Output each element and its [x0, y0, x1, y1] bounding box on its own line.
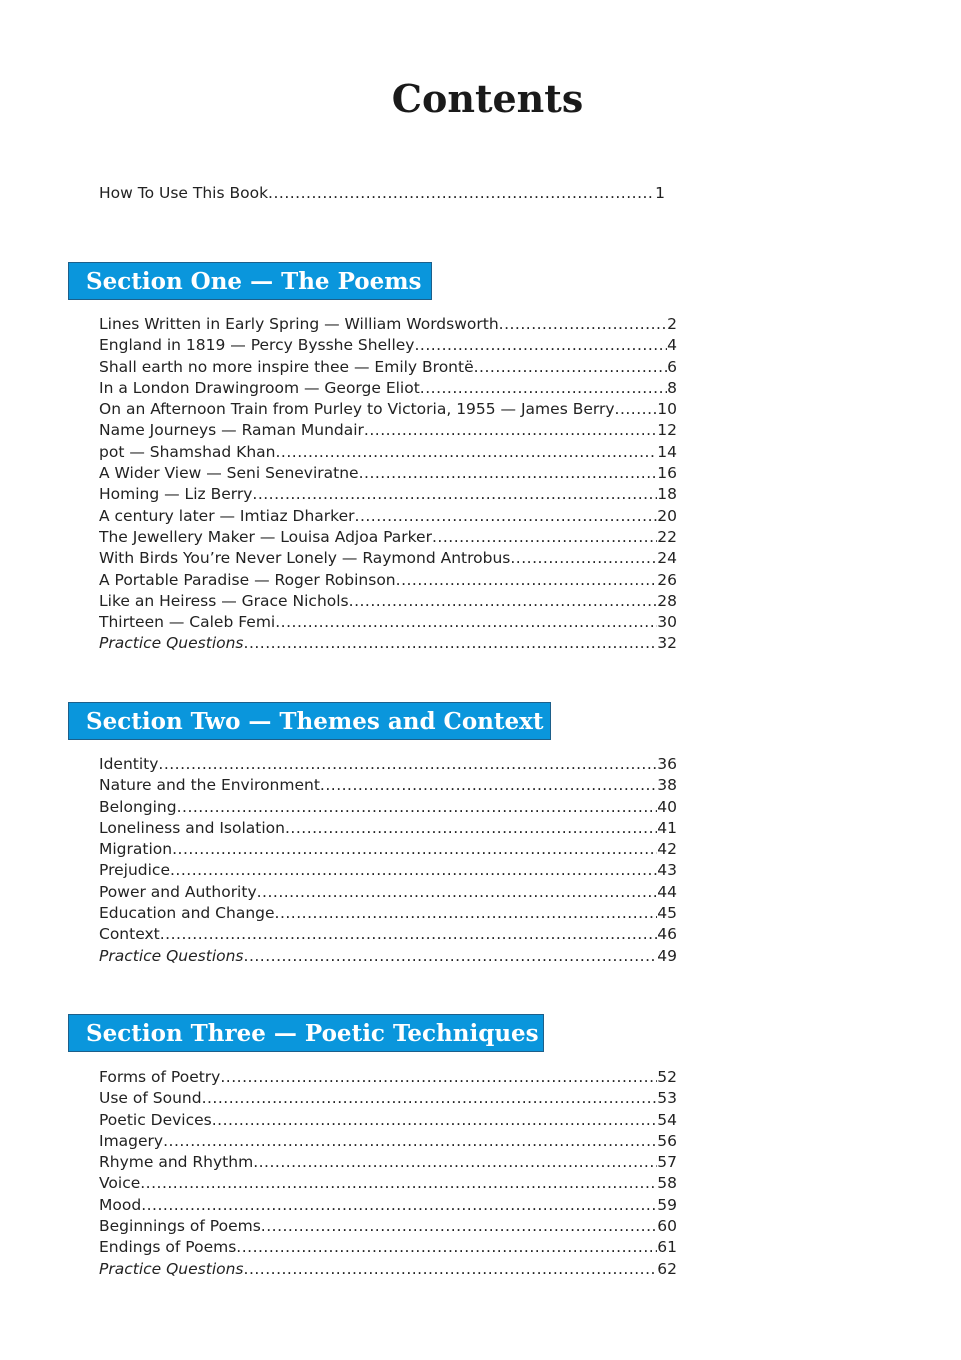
dot-leader: [177, 797, 658, 818]
page-number: 61: [657, 1238, 677, 1257]
toc-entry[interactable]: [99, 882, 677, 903]
toc-entry[interactable]: [99, 463, 677, 484]
entry-title: Context: [99, 925, 160, 944]
page-number: 16: [657, 464, 677, 483]
dot-leader: [253, 1152, 657, 1173]
toc-entry[interactable]: [99, 633, 677, 654]
page-number: 41: [657, 818, 677, 837]
entry-title: Imagery: [99, 1131, 164, 1150]
toc-entry[interactable]: [99, 1237, 677, 1258]
entry-title: The Jewellery Maker — Louisa Adjoa Parker: [99, 527, 432, 546]
toc-entry[interactable]: [99, 775, 677, 796]
page-number: 10: [657, 400, 677, 419]
dot-leader: [355, 506, 658, 527]
dot-leader: [499, 314, 667, 335]
toc-entry[interactable]: [99, 1152, 677, 1173]
page-number: 53: [657, 1089, 677, 1108]
dot-leader: [244, 946, 658, 967]
entry-title: Practice Questions: [99, 634, 244, 653]
dot-leader: [261, 1216, 657, 1237]
entry-title: pot — Shamshad Khan: [99, 442, 276, 461]
dot-leader: [244, 1259, 658, 1280]
entry-title: Practice Questions: [99, 946, 244, 965]
entry-title: Migration: [99, 840, 173, 859]
page-number: 62: [657, 1259, 677, 1278]
dot-leader: [396, 570, 658, 591]
dot-leader: [349, 591, 658, 612]
dot-leader: [359, 463, 658, 484]
dot-leader: [160, 924, 658, 945]
toc-entry[interactable]: [99, 860, 677, 881]
section-two-heading: Section Two — Themes and Context: [68, 702, 551, 740]
toc-entry[interactable]: [99, 570, 677, 591]
toc-entry[interactable]: [99, 1259, 677, 1280]
dot-leader: [170, 860, 657, 881]
toc-entry[interactable]: [99, 1131, 677, 1152]
entry-title: Endings of Poems: [99, 1238, 237, 1257]
toc-entry[interactable]: [99, 420, 677, 441]
page-number: 40: [657, 797, 677, 816]
dot-leader: [257, 882, 658, 903]
entry-title: Belonging: [99, 797, 177, 816]
page-number: 52: [657, 1068, 677, 1086]
toc-entry[interactable]: [99, 903, 677, 924]
page-number: 6: [667, 357, 677, 376]
page-number: 54: [657, 1110, 677, 1129]
entry-title: Poetic Devices: [99, 1110, 212, 1129]
dot-leader: [202, 1088, 658, 1109]
toc-entry[interactable]: [99, 754, 677, 775]
entry-title: Like an Heiress — Grace Nichols: [99, 591, 349, 610]
entry-title: Prejudice: [99, 861, 170, 880]
entry-title: Identity: [99, 755, 159, 773]
page-number: 18: [657, 485, 677, 504]
toc-entry[interactable]: [99, 442, 677, 463]
page-number: 30: [657, 613, 677, 632]
entry-title: Forms of Poetry: [99, 1068, 221, 1086]
toc-entry[interactable]: [99, 527, 677, 548]
page-number: 2: [667, 315, 677, 333]
entry-title: Rhyme and Rhythm: [99, 1153, 254, 1172]
entry-title: Use of Sound: [99, 1089, 202, 1108]
page-number: 58: [657, 1174, 677, 1193]
page-number: 45: [657, 904, 677, 923]
dot-leader: [140, 1173, 657, 1194]
dot-leader: [474, 357, 668, 378]
entry-title: Shall earth no more inspire thee — Emily Brontë: [99, 357, 474, 376]
dot-leader: [276, 442, 658, 463]
dot-leader: [141, 1195, 657, 1216]
section-three-heading: Section Three — Poetic Techniques: [68, 1014, 544, 1052]
page-number: 14: [657, 442, 677, 461]
page-number: 60: [657, 1217, 677, 1236]
toc-entry[interactable]: [99, 506, 677, 527]
entry-title: How To Use This Book: [99, 184, 269, 202]
page-number: 24: [657, 549, 677, 568]
page-number: 26: [657, 570, 677, 589]
toc-entry[interactable]: [99, 357, 677, 378]
toc-entry[interactable]: [99, 818, 677, 839]
toc-entry[interactable]: [99, 591, 677, 612]
toc-entry[interactable]: [99, 1195, 677, 1216]
entry-title: Homing — Liz Berry: [99, 485, 253, 504]
toc-entry[interactable]: [99, 484, 677, 505]
dot-leader: [158, 754, 657, 775]
entry-title: Loneliness and Isolation: [99, 818, 285, 837]
entry-title: On an Afternoon Train from Purley to Victoria, 1955 — James Berry: [99, 400, 615, 419]
dot-leader: [212, 1110, 658, 1131]
page-number: 57: [657, 1153, 677, 1172]
page-number: 38: [657, 776, 677, 795]
entry-title: A Wider View — Seni Seneviratne: [99, 464, 359, 483]
section-one-heading: Section One — The Poems: [68, 262, 432, 300]
entry-title: Voice: [99, 1174, 141, 1193]
section-one-list: [99, 314, 677, 655]
dot-leader: [285, 818, 657, 839]
dot-leader: [268, 183, 655, 204]
dot-leader: [420, 378, 667, 399]
page-number: 28: [657, 591, 677, 610]
toc-entry[interactable]: [99, 946, 677, 967]
page-number: 12: [657, 421, 677, 440]
entry-title: Thirteen — Caleb Femi: [99, 613, 276, 632]
page-number: 43: [657, 861, 677, 880]
toc-entry[interactable]: [99, 1067, 677, 1088]
page-title: Contents: [391, 76, 584, 121]
page-number: 4: [667, 336, 677, 355]
toc-entry[interactable]: [99, 1173, 677, 1194]
page-number: 44: [657, 882, 677, 901]
section-two-list: [99, 754, 677, 967]
intro-list: [99, 183, 665, 204]
entry-title: With Birds You’re Never Lonely — Raymond Antrobus: [99, 549, 511, 568]
dot-leader: [364, 420, 657, 441]
toc-entry[interactable]: [99, 378, 677, 399]
dot-leader: [414, 335, 667, 356]
dot-leader: [432, 527, 657, 548]
page-number: 59: [657, 1195, 677, 1214]
toc-entry[interactable]: [99, 183, 665, 204]
page-number: 8: [667, 378, 677, 397]
dot-leader: [252, 484, 657, 505]
page-number: 46: [657, 925, 677, 944]
dot-leader: [320, 775, 657, 796]
entry-title: Practice Questions: [99, 1259, 244, 1278]
toc-entry[interactable]: [99, 399, 677, 420]
toc-entry[interactable]: [99, 314, 677, 335]
dot-leader: [172, 839, 657, 860]
page-number: 32: [657, 634, 677, 653]
entry-title: Name Journeys — Raman Mundair: [99, 421, 364, 440]
entry-title: England in 1819 — Percy Bysshe Shelley: [99, 336, 415, 355]
toc-entry[interactable]: [99, 335, 677, 356]
dot-leader: [244, 633, 658, 654]
dot-leader: [220, 1067, 657, 1088]
entry-title: Lines Written in Early Spring — William Wordsworth: [99, 315, 499, 333]
dot-leader: [275, 612, 657, 633]
page-number: 49: [657, 946, 677, 965]
entry-title: In a London Drawingroom — George Eliot: [99, 378, 420, 397]
entry-title: Power and Authority: [99, 882, 257, 901]
toc-entry[interactable]: [99, 1110, 677, 1131]
toc-entry[interactable]: [99, 1216, 677, 1237]
toc-entry[interactable]: [99, 839, 677, 860]
entry-title: Beginnings of Poems: [99, 1217, 261, 1236]
page-number: 56: [657, 1131, 677, 1150]
dot-leader: [510, 548, 657, 569]
entry-title: A century later — Imtiaz Dharker: [99, 506, 355, 525]
toc-entry[interactable]: [99, 797, 677, 818]
dot-leader: [615, 399, 658, 420]
toc-entry[interactable]: [99, 612, 677, 633]
page-number: 42: [657, 840, 677, 859]
dot-leader: [163, 1131, 657, 1152]
page-number: 22: [657, 527, 677, 546]
entry-title: Education and Change: [99, 904, 275, 923]
page-number: 20: [657, 506, 677, 525]
page-number: 1: [655, 184, 665, 202]
page-number: 36: [657, 755, 677, 773]
toc-entry[interactable]: [99, 548, 677, 569]
dot-leader: [275, 903, 658, 924]
dot-leader: [236, 1237, 657, 1258]
entry-title: Nature and the Environment: [99, 776, 320, 795]
entry-title: A Portable Paradise — Roger Robinson: [99, 570, 396, 589]
toc-entry[interactable]: [99, 1088, 677, 1109]
entry-title: Mood: [99, 1195, 142, 1214]
toc-entry[interactable]: [99, 924, 677, 945]
section-three-list: [99, 1067, 677, 1280]
